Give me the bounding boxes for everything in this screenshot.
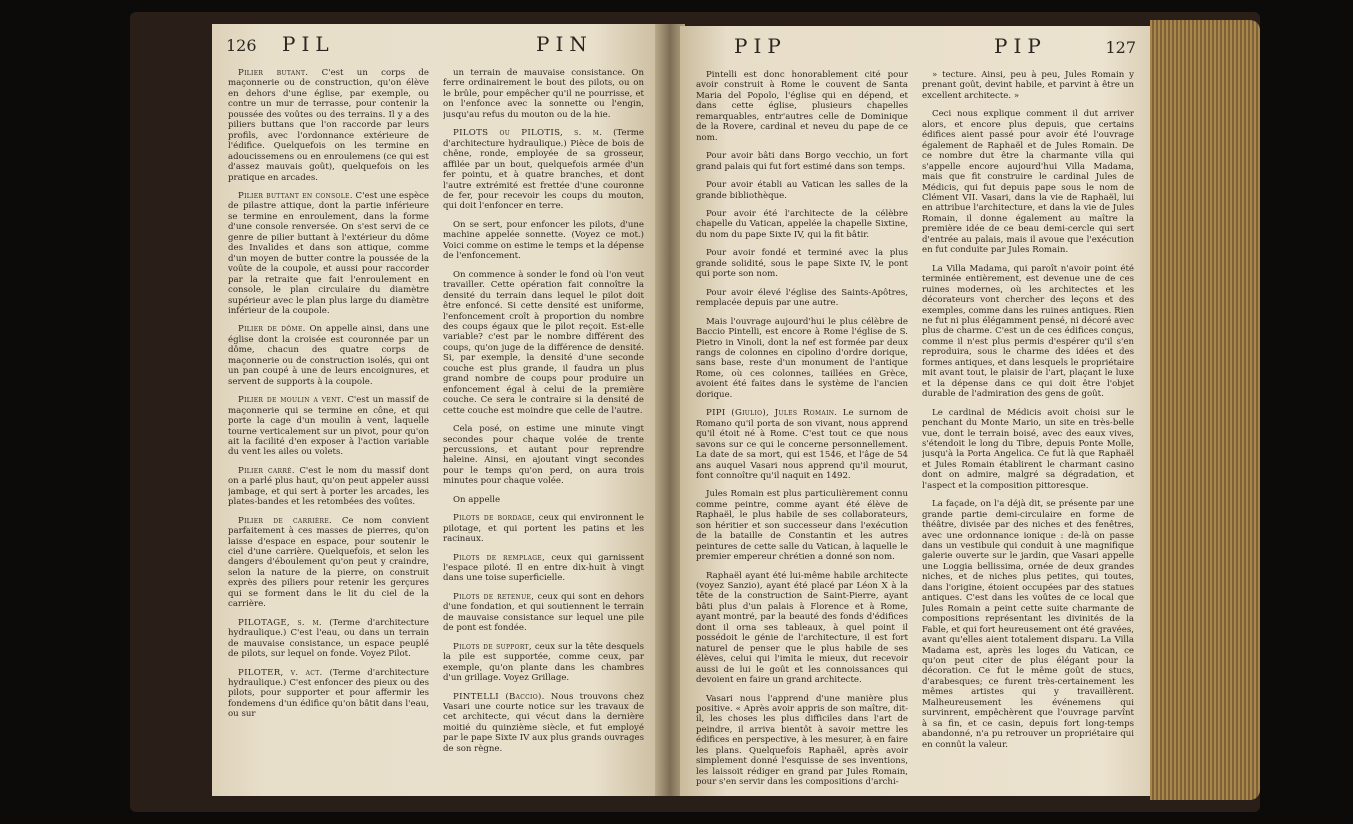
paragraph bbox=[922, 70, 1134, 101]
entry-term: Pilier carré. bbox=[238, 465, 295, 476]
entry-text: Le surnom de Romano qu'il porta de son vivant, nous apprend qu'il étoit né à Rome. C'est tout ce que nous savons sur ce qui le concerne personnellement. La date de sa mort, qui est 1546, et l'âge de 54 ans auquel Vasari nous apprend qu'il mourut, font connoître qu'il naquit en 1492. bbox=[696, 408, 908, 481]
paragraph bbox=[922, 264, 1134, 400]
paragraph bbox=[696, 180, 908, 201]
entry-term: PINTELLI (Baccio). bbox=[453, 691, 545, 702]
right-page-column-1 bbox=[696, 70, 908, 786]
entry-text: (Terme d'architecture hydraulique.) Pièce de bois de chêne, ronde, employée de sa grosseur, affilée par un bout, quelquefois armée d'un fer pointu, et à quatre branches, et dont l'autre extrémité est frettée d'une couronne de fer, pour recevoir les coups du mouton, qui doit l'enfoncer en terre. bbox=[443, 128, 644, 212]
entry-text: Mais l'ouvrage aujourd'hui le plus célèbre de Baccio Pintelli, est encore à Rome l'église de S. Pietro in Vinoli, dont la nef est formée par deux rangs de colonnes en cipolino d'ordre dorique, sans base, reste d'un monument de l'antique Rome, où ces colonnes, taillées en Grèce, avoient été faites dans le système de l'ancien dorique. bbox=[696, 316, 908, 400]
entry-term: PILOTER, v. act. bbox=[238, 667, 323, 678]
entry-text: ceux sur la tête desquels la pile est supportée, comme ceux, par exemple, qu'on plante dans les chambres d'un grillage. Voyez Grillage. bbox=[443, 641, 644, 684]
paragraph bbox=[443, 513, 644, 544]
entry-term: PIPI (Giulio), Jules Romain. bbox=[706, 408, 838, 419]
paragraph bbox=[922, 408, 1134, 492]
paragraph bbox=[228, 324, 429, 387]
paragraph bbox=[443, 270, 644, 416]
paragraph bbox=[696, 408, 908, 481]
paragraph bbox=[696, 489, 908, 562]
paragraph bbox=[228, 516, 429, 610]
entry-text: Pintelli est donc honorablement cité pour avoir construit à Rome le couvent de Santa Maria del Popolo, l'église qui en dépend, et dans cette église, plusieurs chapelles remarquables, entr'autres celle de Dominique de la Rovere, cardinal et neveu du pape de ce nom. bbox=[696, 70, 908, 143]
entry-text: Pour avoir fondé et terminé avec la plus grande solidité, sous le pape Sixte IV, le pont qui porte son nom. bbox=[696, 248, 908, 280]
paragraph bbox=[696, 317, 908, 401]
entry-text: Jules Romain est plus particulièrement connu comme peintre, comme ayant été élève de Raphaël, le plus habile de ses collaborateurs, son héritier et son successeur dans l'exécution de la bataille de Constantin et les autres peintures de cette salle du Vatican, à laquelle le premier empereur chrétien a donné son nom. bbox=[696, 489, 908, 563]
header-word-left: PIL bbox=[282, 32, 335, 56]
paragraph bbox=[696, 571, 908, 686]
paragraph bbox=[696, 288, 908, 309]
entry-text: ceux qui sont en dehors d'une fondation, et qui soutiennent le terrain de mauvaise consistance sur lequel une pile de pont est fondée. bbox=[443, 591, 644, 634]
entry-text: Cela posé, on estime une minute vingt secondes pour chaque volée de trente percussions, et autant pour reprendre haleine. Ainsi, en ajoutant vingt secondes pour le temps qu'on perd, on aura trois minutes pour chaque volée. bbox=[443, 424, 644, 487]
header-word-right: PIP bbox=[994, 34, 1047, 58]
paragraph bbox=[443, 553, 644, 584]
right-page bbox=[680, 26, 1150, 796]
entry-text: C'est un corps de maçonnerie ou de construction, qu'on élève en dehors d'une église, par exemple, ou contre un mur de terrasse, pour contenir la poussée des voûtes ou des terrains. Il y a des piliers buttans que l'on raccorde par leurs profils, avec l'ordonnance extérieure de l'édifice. Quelquefois on les termine en adoucissemens ou en enroulemens (ce qui est d'assez mauvais goût), quelquefois on les pratique en arcades. bbox=[228, 68, 429, 183]
entry-term: Pilier butant. bbox=[238, 68, 309, 78]
paragraph bbox=[443, 642, 644, 684]
entry-term: Pilier de dôme. bbox=[238, 324, 306, 335]
paragraph bbox=[696, 694, 908, 786]
entry-text: Le cardinal de Médicis avoit choisi sur le penchant du Monte Mario, un site en très-belle vue, dont le terrain boisé, avec des eaux vives, s'étendoit le long du Tibre, depuis Ponte Molle, jusqu'à la Porta Angelica. Ce fut là que Raphaël et Jules Romain établirent le charmant casino dont on admire, malgré sa dégradation, et l'aspect et la composition pittoresque. bbox=[922, 407, 1134, 491]
paragraph bbox=[228, 466, 429, 508]
entry-text: Vasari nous l'apprend d'une manière plus positive. « Après avoir appris de son maître, dit-il, les choses les plus difficiles dans l'art de peindre, il arriva bientôt à savoir mettre les édifices en perspective, à les mesurer, à en faire les plans. Quelquefois Raphaël, après avoir simplement donné l'esquisse de ses inventions, les laissoit rédiger en grand par Jules Romain, pour s'en servir dans les compositions d'archi- bbox=[696, 693, 908, 786]
entry-text: Ceci nous explique comment il dut arriver alors, et encore plus depuis, que certains édifices aient passé pour avoir été l'ouvrage également de Raphaël et de Jules Romain. De ce nombre dut être la charmante villa qui s'appelle encore aujourd'hui Villa Madama, mais que fit construire le cardinal Jules de Médicis, qui fut depuis pape sous le nom de Clément VII. Vasari, dans la vie de Raphaël, lui en attribue l'architecture, et dans la vie de Jules Romain, il donne également au maître la première idée de ce beau demi-cercle qui sert d'entrée au palais, mais il avoue que l'exécution en fut conduite par Jules Romain. bbox=[922, 109, 1134, 256]
header-word-left: PIP bbox=[734, 34, 787, 58]
entry-text: C'est une espèce de pilastre attique, dont la partie inférieure se termine en enroulement, dans la forme d'une console renversée. On s'est servi de ce genre de pilier buttant à l'extérieur du dôme des Invalides et dans son attique, comme d'un moyen de butter contre la poussée de la voûte de la coupole, et aussi pour raccorder par la retraite que fait l'enroulement en console, le plan circulaire du diamètre supérieur avec le plan plus large du diamètre inférieur de la coupole. bbox=[228, 190, 429, 316]
paragraph bbox=[228, 618, 429, 660]
paragraph bbox=[443, 592, 644, 634]
entry-term: Pilier de carrière. bbox=[238, 515, 333, 526]
entry-text: On appelle bbox=[453, 494, 501, 505]
paragraph bbox=[443, 424, 644, 487]
entry-text: Pour avoir bâti dans Borgo vecchio, un fort grand palais qui fut fort estimé dans son temps. bbox=[696, 151, 908, 172]
paragraph bbox=[228, 395, 429, 458]
entry-text: Ce nom convient parfaitement à ces masses de pierres, qu'on laisse d'espace en espace, pour soutenir le ciel d'une carrière. Quelquefois, et selon les dangers d'éboulement qu'on peut y craindre, selon la nature de la pierre, on construit exprès des piliers pour retenir les gerçures qui se forment dans le lit du ciel de la carrière. bbox=[228, 515, 429, 610]
paragraph bbox=[696, 209, 908, 240]
paragraph bbox=[922, 499, 1134, 750]
entry-text: On appelle ainsi, dans une église dont la croisée est couronnée par un dôme, chacun des quatre corps de maçonnerie ou de construction isolés, qui ont un pan coupé à une de leurs encoignures, et servent de supports à la coupole. bbox=[228, 324, 429, 387]
entry-text: ceux qui environnent le pilotage, et qui portent les patins et les racinaux. bbox=[443, 513, 644, 545]
entry-term: PILOTS ou PILOTIS, s. m. bbox=[453, 128, 603, 139]
entry-text: Pour avoir élevé l'église des Saints-Apôtres, remplacée depuis par une autre. bbox=[696, 287, 908, 309]
entry-term: Pilots de bordage, bbox=[453, 513, 535, 524]
page-number: 127 bbox=[1105, 38, 1136, 57]
entry-text: C'est le nom du massif dont on a parlé plus haut, qu'on peut appeler aussi jambage, et qui sert à porter les arcades, les plates-bandes et les retombées des voûtes. bbox=[228, 465, 429, 508]
entry-term: PILOTAGE, s. m. bbox=[238, 617, 322, 628]
paragraph bbox=[922, 109, 1134, 255]
entry-text: » tecture. Ainsi, peu à peu, Jules Romain y prenant goût, devint habile, et parvint à être un excellent architecte. » bbox=[922, 70, 1134, 101]
left-page bbox=[212, 24, 660, 796]
page-number: 126 bbox=[226, 36, 257, 55]
paragraph bbox=[443, 692, 644, 755]
paragraph bbox=[443, 220, 644, 262]
paragraph bbox=[228, 68, 429, 183]
entry-text: Pour avoir établi au Vatican les salles de la grande bibliothèque. bbox=[696, 180, 908, 201]
right-page-columns bbox=[696, 70, 1134, 786]
entry-text: ceux qui garnissent l'espace piloté. Il en entre dix-huit à vingt dans une toise superficielle. bbox=[443, 552, 644, 584]
entry-text: On commence à sonder le fond où l'on veut travailler. Cette opération fait connoître la densité du terrain dans lequel le pilot doit être enfoncé. Si cette densité est uniforme, l'enfoncement croît à proportion du nombre des coups égaux que le pilot reçoit. Est-elle variable? c'est par le nombre différent des coups, qu'on juge de la différence de densité. Si, par exemple, la densité d'une seconde couche est plus grande, il faudra un plus grand nombre de coups pour produire un enfoncement égal à celui de la première couche. Ce sera le contraire si la densité de cette couche est moindre que celle de l'autre. bbox=[443, 269, 644, 416]
paragraph bbox=[696, 248, 908, 279]
right-page-column-2 bbox=[922, 70, 1134, 786]
paragraph bbox=[443, 128, 644, 212]
left-page-column-1 bbox=[228, 68, 429, 786]
running-header-right bbox=[694, 34, 1136, 60]
entry-text: Nous trouvons chez Vasari une courte notice sur les travaux de cet architecte, qui vécut dans la dernière moitié du quinzième siècle, et fut employé par le pape Sixte IV aux plus grands ouvrages de son règne. bbox=[443, 691, 644, 754]
entry-term: Pilots de remplage, bbox=[453, 552, 546, 563]
entry-term: Pilier de moulin a vent. bbox=[238, 395, 344, 406]
entry-term: Pilier buttant en console. bbox=[238, 190, 353, 201]
book-edge-right bbox=[1150, 20, 1260, 800]
left-page-column-2 bbox=[443, 68, 644, 786]
running-header-left bbox=[226, 32, 646, 58]
entry-text: (Terme d'architecture hydraulique.) C'est enfoncer des pieux ou des pilots, pour supporter et pour affermir les fondemens d'un édifice qu'on bâtit dans l'eau, ou sur bbox=[228, 667, 429, 720]
entry-text: Raphaël ayant été lui-même habile architecte (voyez Sanzio), ayant été placé par Léon X à la tête de la construction de Saint-Pierre, ayant bâti plus d'un palais à Florence et à Rome, ayant montré, par la beauté des fonds d'édifices dont il orna ses tableaux, à quel point il possédoit le génie de l'architecture, il est fort naturel de penser que le plus habile de ses élèves, celui qui l'imita le mieux, dut recevoir aussi de lui le goût et les connoissances qui devoient en faire un grand architecte. bbox=[696, 570, 908, 686]
entry-text: C'est un massif de maçonnerie qui se termine en cône, et qui porte la cage d'un moulin à vent, laquelle tourne verticalement sur un pivot, pour qu'on ait la facilité d'en exposer à l'action variable du vent les ailes ou volets. bbox=[228, 395, 429, 458]
entry-text: La Villa Madama, qui paroît n'avoir point été terminée entièrement, est devenue une de ces ruines modernes, où les architectes et les décorateurs vont chercher des leçons et des exemples, comme dans les ruines antiques. Rien ne fut ni plus élégamment pensé, ni décoré avec plus de charme. C'est un de ces édifices conçus, comme il n'est plus permis d'espérer qu'il s'en reproduira, sous le charme des idées et des formes antiques, et dans lesquels le propriétaire mit avant tout, le plaisir de l'art, plaçant le luxe et la dépense dans ce qui doit être l'objet durable de l'admiration des gens de goût. bbox=[922, 263, 1134, 400]
entry-text: Pour avoir été l'architecte de la célèbre chapelle du Vatican, appelée la chapelle Sixtine, du nom du pape Sixte IV, qui la fit bâtir. bbox=[696, 208, 908, 240]
entry-text: (Terme d'architecture hydraulique.) C'est l'eau, ou dans un terrain de mauvaise consistance, un espace peuplé de pilots, sur lequel on fonde. Voyez Pilot. bbox=[228, 617, 429, 660]
left-page-columns bbox=[228, 68, 644, 786]
paragraph bbox=[443, 495, 644, 505]
entry-text: un terrain de mauvaise consistance. On ferre ordinairement le bout des pilots, ou on le brûle, pour empêcher qu'il ne pourrisse, et on l'enfonce avec la sonnette ou l'engin, jusqu'au refus du mouton ou de la hie. bbox=[443, 68, 644, 120]
paragraph bbox=[696, 151, 908, 172]
entry-text: On se sert, pour enfoncer les pilots, d'une machine appelée sonnette. (Voyez ce mot.) Voici comme on estime le temps et la dépense de l'enfoncement. bbox=[443, 219, 644, 262]
entry-term: Pilots de retenue, bbox=[453, 591, 535, 602]
paragraph bbox=[696, 70, 908, 143]
paragraph bbox=[228, 668, 429, 720]
entry-term: Pilots de support, bbox=[453, 641, 532, 652]
paragraph bbox=[443, 68, 644, 120]
paragraph bbox=[228, 191, 429, 316]
header-word-right: PIN bbox=[536, 32, 593, 56]
entry-text: La façade, on l'a déjà dit, se présente par une grande partie demi-circulaire en forme de théâtre, divisée par des niches et des fenêtres, avec une ordonnance ionique : de-là on passe dans un vestibule qui conduit à une magnifique galerie ouverte sur le jardin, que Vasari appelle une Loggia bellissima, ornée de deux grandes niches, et de niches plus petites, qui toutes, dans l'origine, étoient occupées par des statues antiques. C'est dans les voûtes de ce local que Jules Romain a peint cette suite charmante de compositions représentant les divinités de la Fable, et qui fort heureusement ont été gravées, avant qu'elles aient totalement disparu. La Villa Madama est, après les loges du Vatican, ce qu'on peut citer de plus élégant pour la décoration. Ce fut le même goût de stucs, d'arabesques; ce furent très-certainement les mêmes artistes qui y travaillèrent. Malheureusement les événemens qui survinrent, empêchèrent que l'ouvrage parvînt à sa fin, et ce casin, depuis fort long-temps abandonné, n'a pu retrouver un propriétaire qui en connût la valeur. bbox=[922, 499, 1134, 750]
